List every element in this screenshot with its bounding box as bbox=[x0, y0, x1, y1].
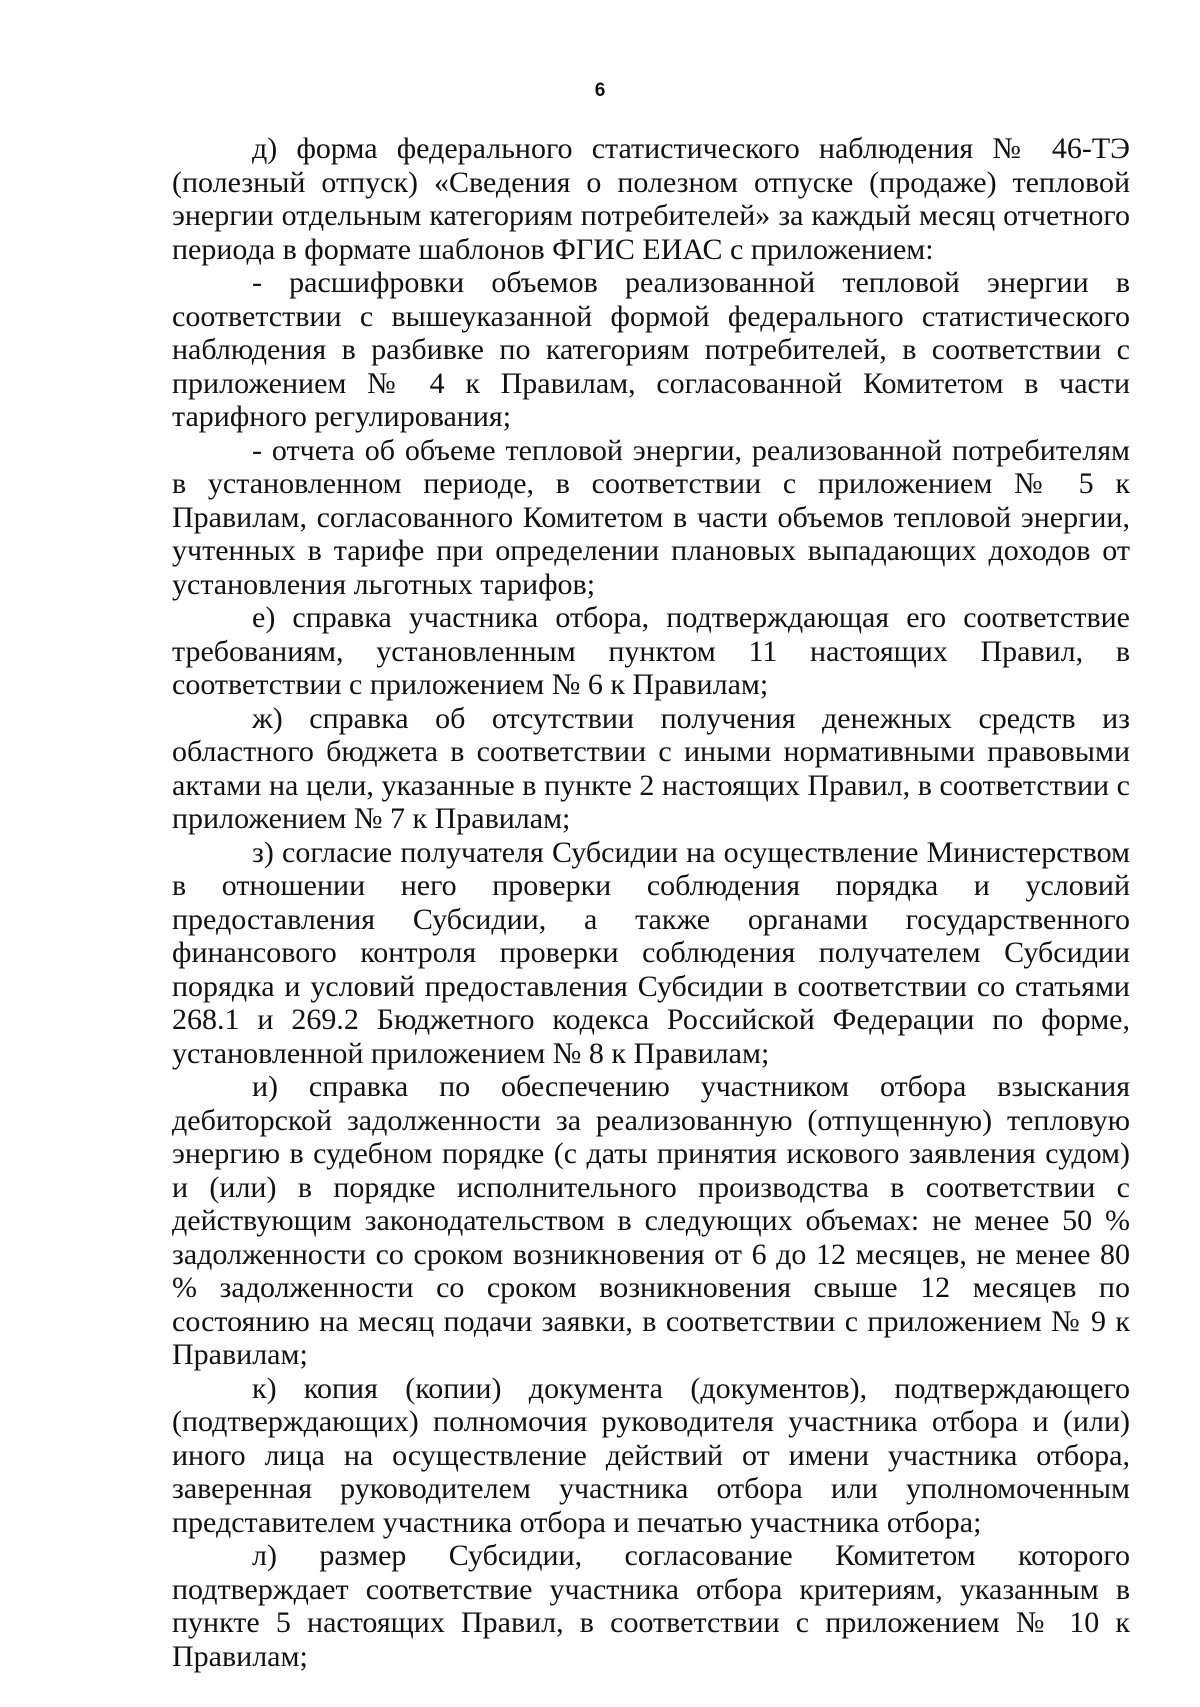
page-number: 6 bbox=[594, 80, 606, 101]
paragraph-d: д) форма федерального статистического наблюдения № 46-ТЭ (полезный отпуск) «Сведения о полезном отпуске (продаже) тепловой энергии отдельным категориям потребителей» за каждый месяц отчетного периода в формате шаблонов ФГИС ЕИАС с приложением: bbox=[172, 132, 1130, 266]
document-body bbox=[172, 132, 1130, 1673]
paragraph-z: з) согласие получателя Субсидии на осуществление Министерством в отношении него проверки соблюдения порядка и условий предоставления Субсидии, а также органами государственного финансового контроля проверки соблюдения получателем Субсидии порядка и условий предоставления Субсидии в соответствии со статьями 268.1 и 269.2 Бюджетного кодекса Российской Федерации по форме, установленной приложением № 8 к Правилам; bbox=[172, 835, 1130, 1070]
paragraph-i: и) справка по обеспечению участником отбора взыскания дебиторской задолженности за реализованную (отпущенную) тепловую энергию в судебном порядке (с даты принятия искового заявления судом) и (или) в порядке исполнительного производства в соответствии с действующим законодательством в следующих объемах: не менее 50 % задолженности со сроком возникновения от 6 до 12 месяцев, не менее 80 % задолженности со сроком возникновения свыше 12 месяцев по состоянию на месяц подачи заявки, в соответствии с приложением № 9 к Правилам; bbox=[172, 1070, 1130, 1371]
paragraph-d-item-2: - отчета об объеме тепловой энергии, реализованной потребителям в установленном периоде, в соответствии с приложением № 5 к Правилам, согласованного Комитетом в части объемов тепловой энергии, учтенных в тарифе при определении плановых выпадающих доходов от установления льготных тарифов; bbox=[172, 433, 1130, 601]
paragraph-d-item-1: - расшифровки объемов реализованной тепловой энергии в соответствии с вышеуказанной формой федерального статистического наблюдения в разбивке по категориям потребителей, в соответствии с приложением № 4 к Правилам, согласованной Комитетом в части тарифного регулирования; bbox=[172, 266, 1130, 433]
paragraph-l: л) размер Субсидии, согласование Комитетом которого подтверждает соответствие участника отбора критериям, указанным в пункте 5 настоящих Правил, в соответствии с приложением № 10 к Правилам; bbox=[172, 1539, 1130, 1673]
paragraph-k: к) копия (копии) документа (документов), подтверждающего (подтверждающих) полномочия руководителя участника отбора и (или) иного лица на осуществление действий от имени участника отбора, заверенная руководителем участника отбора или уполномоченным представителем участника отбора и печатью участника отбора; bbox=[172, 1371, 1130, 1539]
paragraph-e: е) справка участника отбора, подтверждающая его соответствие требованиям, установленным пунктом 11 настоящих Правил, в соответствии с приложением № 6 к Правилам; bbox=[172, 601, 1130, 701]
paragraph-zh: ж) справка об отсутствии получения денежных средств из областного бюджета в соответствии с иными нормативными правовыми актами на цели, указанные в пункте 2 настоящих Правил, в соответствии с приложением № 7 к Правилам; bbox=[172, 701, 1130, 835]
